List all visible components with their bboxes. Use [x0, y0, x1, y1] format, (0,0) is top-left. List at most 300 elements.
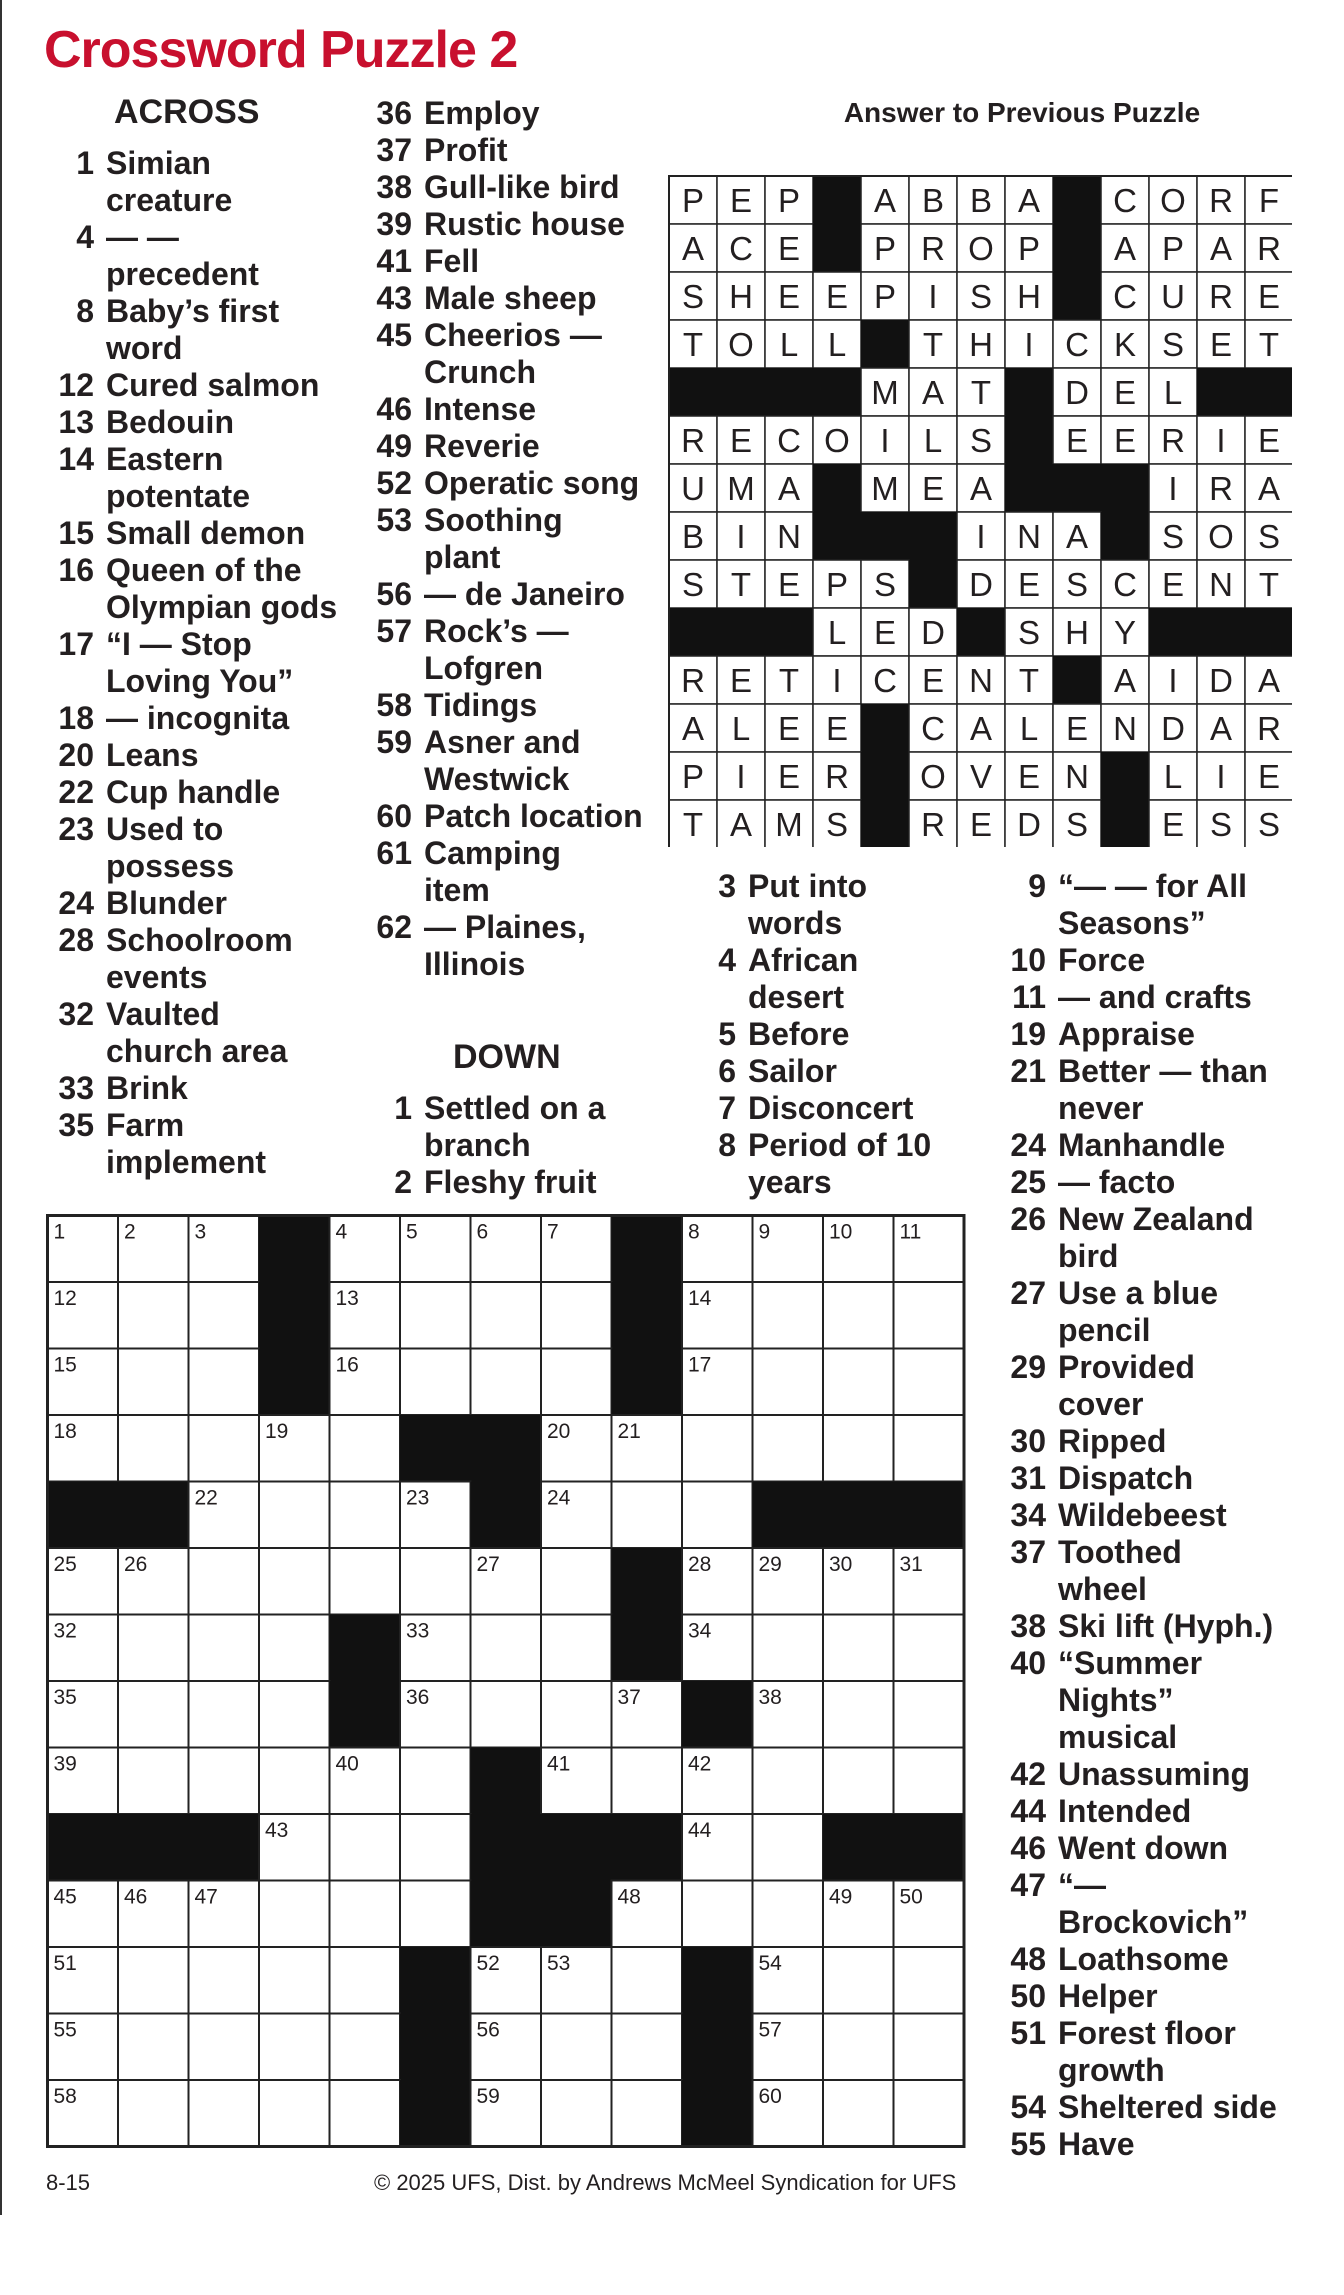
clue-number: 4 — [76, 219, 94, 255]
grid-cell[interactable] — [471, 1615, 542, 1682]
clue-line: Disconcert — [748, 1090, 914, 1126]
answer-letter: A — [969, 710, 993, 747]
clue-54-down — [990, 2089, 1330, 2126]
grid-cell[interactable] — [471, 1349, 542, 1416]
answer-letter: C — [729, 230, 753, 267]
clue-line: Baby’s first — [106, 293, 280, 329]
answer-letter: T — [922, 326, 944, 363]
grid-cell[interactable] — [118, 1681, 189, 1748]
clue-line: Nights” — [1058, 1682, 1174, 1718]
clue-line: Simian — [106, 145, 211, 181]
grid-cell[interactable] — [823, 1349, 894, 1416]
clue-11-down — [990, 979, 1330, 1016]
clue-text — [412, 613, 672, 687]
cell-number: 47 — [194, 1885, 218, 1909]
grid-cell[interactable] — [400, 1814, 471, 1881]
clue-41-across — [362, 243, 672, 280]
clue-62-across — [362, 909, 672, 983]
grid-cell[interactable] — [118, 2014, 189, 2081]
grid-cell[interactable] — [894, 1282, 965, 1349]
clue-line: Appraise — [1058, 1016, 1195, 1052]
clue-number: 9 — [1028, 868, 1046, 904]
answer-letter: E — [1113, 422, 1137, 459]
clue-line: African — [748, 942, 859, 978]
grid-cell[interactable] — [823, 1748, 894, 1815]
grid-cell[interactable] — [118, 1748, 189, 1815]
grid-cell[interactable] — [541, 1681, 612, 1748]
clue-text — [412, 391, 672, 428]
answer-letter: V — [969, 758, 993, 795]
clue-line: Sailor — [748, 1053, 837, 1089]
black-square — [894, 1814, 965, 1881]
answer-letter: S — [681, 566, 705, 603]
clue-text — [1046, 2126, 1330, 2163]
clue-line: — and crafts — [1058, 979, 1252, 1015]
answer-letter: P — [873, 278, 897, 315]
clue-8-across — [44, 293, 364, 367]
cell-number: 24 — [547, 1486, 571, 1510]
clue-line: Operatic song — [424, 465, 640, 501]
answer-letter: S — [1065, 806, 1089, 843]
answer-letter: B — [681, 518, 705, 555]
grid-cell[interactable] — [189, 2080, 260, 2147]
answer-letter: C — [777, 422, 801, 459]
clue-2-down — [362, 1164, 672, 1201]
grid-cell[interactable] — [823, 1947, 894, 2014]
grid-cell[interactable] — [541, 1615, 612, 1682]
clue-45-across — [362, 317, 672, 391]
answer-letter: R — [1209, 182, 1233, 219]
grid-cell[interactable] — [823, 2080, 894, 2147]
clue-text — [1046, 1756, 1330, 1793]
clue-line: — incognita — [106, 700, 290, 736]
answer-letter: T — [778, 662, 800, 699]
black-square — [259, 1216, 330, 1283]
clue-line: Helper — [1058, 1978, 1158, 2014]
clue-line: pencil — [1058, 1312, 1151, 1348]
clue-line: words — [748, 905, 843, 941]
copyright-notice: © 2025 UFS, Dist. by Andrews McMeel Syndication for UFS — [374, 2170, 957, 2195]
clue-line: Illinois — [424, 946, 526, 982]
clue-line: Lofgren — [424, 650, 544, 686]
clue-line: Male sheep — [424, 280, 597, 316]
black-square — [823, 1482, 894, 1549]
clue-text — [1046, 1941, 1330, 1978]
clue-line: plant — [424, 539, 501, 575]
grid-cell[interactable] — [259, 1615, 330, 1682]
clue-number: 24 — [58, 885, 94, 921]
clue-text — [736, 1090, 990, 1127]
clue-line: Went down — [1058, 1830, 1229, 1866]
grid-cell[interactable] — [894, 1947, 965, 2014]
clue-number: 42 — [1010, 1756, 1046, 1792]
black-square — [541, 1881, 612, 1948]
grid-cell[interactable] — [259, 1482, 330, 1549]
grid-cell[interactable] — [330, 1947, 401, 2014]
answer-letter: A — [1257, 470, 1281, 507]
cell-number: 36 — [406, 1686, 430, 1709]
answer-letter: D — [1209, 662, 1233, 699]
clue-text — [1046, 942, 1330, 979]
answer-letter: O — [920, 758, 946, 795]
grid-cell[interactable] — [541, 1349, 612, 1416]
clue-number: 39 — [376, 206, 412, 242]
clue-text — [736, 1016, 990, 1053]
grid-cell[interactable] — [118, 1349, 189, 1416]
clue-line: Intended — [1058, 1793, 1192, 1829]
answer-letter: E — [921, 662, 945, 699]
cell-number: 39 — [53, 1752, 77, 1776]
answer-letter: H — [729, 278, 753, 315]
clue-text — [412, 687, 672, 724]
black-square — [259, 1282, 330, 1349]
clue-line: Rustic house — [424, 206, 625, 242]
black-square — [330, 1615, 401, 1682]
answer-letter: P — [1161, 230, 1185, 267]
answer-letter: M — [727, 470, 755, 507]
grid-cell[interactable] — [823, 1282, 894, 1349]
answer-letter: R — [1209, 470, 1233, 507]
answer-black-square — [1053, 176, 1101, 224]
grid-cell[interactable] — [894, 1349, 965, 1416]
cell-number: 11 — [899, 1220, 922, 1244]
grid-cell[interactable] — [189, 1947, 260, 2014]
grid-cell[interactable] — [753, 1282, 824, 1349]
cell-number: 30 — [829, 1553, 853, 1576]
answer-letter: F — [1258, 182, 1280, 219]
answer-letter: E — [921, 470, 945, 507]
grid-cell[interactable] — [541, 2080, 612, 2147]
clue-52-across — [362, 465, 672, 502]
answer-letter: E — [1209, 326, 1233, 363]
cell-number: 56 — [476, 2018, 500, 2042]
answer-letter: A — [681, 710, 705, 747]
grid-cell[interactable] — [189, 1349, 260, 1416]
grid-cell[interactable] — [541, 1548, 612, 1615]
grid-cell[interactable] — [471, 1282, 542, 1349]
cell-number: 48 — [617, 1885, 641, 1909]
clue-number: 25 — [1010, 1164, 1046, 1200]
answer-letter: E — [729, 662, 753, 699]
clue-text — [1046, 2089, 1330, 2126]
answer-letter: S — [1209, 806, 1233, 843]
clue-number: 18 — [58, 700, 94, 736]
answer-letter: N — [1065, 758, 1089, 795]
left-border-rule — [0, 0, 2, 2215]
answer-letter: U — [1161, 278, 1185, 315]
answer-letter: B — [921, 182, 945, 219]
grid-cell[interactable] — [189, 1415, 260, 1482]
grid-cell[interactable] — [612, 1482, 683, 1549]
grid-cell[interactable] — [259, 1681, 330, 1748]
clue-27-down — [990, 1275, 1330, 1349]
clue-number: 27 — [1010, 1275, 1046, 1311]
answer-letter: E — [825, 278, 849, 315]
clue-number: 19 — [1010, 1016, 1046, 1052]
grid-cell[interactable] — [330, 1415, 401, 1482]
cell-number: 50 — [899, 1885, 923, 1909]
cell-number: 35 — [53, 1686, 77, 1709]
answer-letter: R — [681, 662, 705, 699]
grid-cell[interactable] — [753, 1814, 824, 1881]
cell-number: 13 — [335, 1287, 359, 1310]
clue-number: 59 — [376, 724, 412, 760]
clue-text — [94, 219, 364, 293]
grid-cell[interactable] — [612, 1947, 683, 2014]
grid-cell[interactable] — [612, 1748, 683, 1815]
grid-cell[interactable] — [753, 1881, 824, 1948]
clue-22-across — [44, 774, 364, 811]
grid-cell[interactable] — [400, 1881, 471, 1948]
black-square — [894, 1482, 965, 1549]
clue-49-across — [362, 428, 672, 465]
answer-letter: I — [1216, 422, 1226, 459]
grid-cell[interactable] — [612, 2080, 683, 2147]
answer-letter: E — [1257, 278, 1281, 315]
clue-number: 34 — [1010, 1497, 1046, 1533]
grid-cell[interactable] — [330, 1548, 401, 1615]
cell-number: 18 — [53, 1420, 77, 1443]
grid-cell[interactable] — [471, 1681, 542, 1748]
clue-line: Vaulted — [106, 996, 220, 1032]
black-square — [118, 1814, 189, 1881]
clue-line: Better — than — [1058, 1053, 1268, 1089]
answer-letter: U — [681, 470, 705, 507]
clue-line: Crunch — [424, 354, 536, 390]
answer-black-square — [813, 512, 861, 560]
grid-cell[interactable] — [189, 1282, 260, 1349]
clue-text — [736, 868, 990, 942]
grid-cell[interactable] — [330, 1482, 401, 1549]
answer-letter: T — [1258, 566, 1280, 603]
grid-cell[interactable] — [189, 2014, 260, 2081]
clue-50-down — [990, 1978, 1330, 2015]
grid-cell[interactable] — [189, 1548, 260, 1615]
clue-number: 17 — [58, 626, 94, 662]
grid-cell[interactable] — [894, 2080, 965, 2147]
grid-cell[interactable] — [118, 1415, 189, 1482]
clue-47-down — [990, 1867, 1330, 1941]
black-square — [400, 1947, 471, 2014]
clue-text — [94, 552, 364, 626]
black-square — [612, 1349, 683, 1416]
grid-cell[interactable] — [189, 1748, 260, 1815]
clue-number: 8 — [718, 1127, 736, 1163]
clue-number: 5 — [718, 1016, 736, 1052]
clue-line: — de Janeiro — [424, 576, 625, 612]
black-square — [682, 2014, 753, 2081]
black-square — [612, 1282, 683, 1349]
grid-cell[interactable] — [823, 1681, 894, 1748]
grid-cell[interactable] — [612, 2014, 683, 2081]
grid-cell[interactable] — [823, 1415, 894, 1482]
clue-number: 55 — [1010, 2126, 1046, 2162]
grid-cell[interactable] — [330, 1814, 401, 1881]
cell-number: 4 — [335, 1220, 348, 1244]
grid-cell[interactable] — [894, 2014, 965, 2081]
clue-text — [94, 367, 364, 404]
clue-line: Brockovich” — [1058, 1904, 1249, 1940]
cell-number: 5 — [406, 1220, 418, 1244]
grid-cell[interactable] — [823, 1615, 894, 1682]
grid-cell[interactable] — [400, 1748, 471, 1815]
grid-cell[interactable] — [330, 2014, 401, 2081]
answer-grid — [668, 175, 1292, 847]
clue-text — [412, 317, 672, 391]
clue-46-across — [362, 391, 672, 428]
black-square — [471, 1482, 542, 1549]
answer-letter: N — [1113, 710, 1137, 747]
grid-cell[interactable] — [330, 2080, 401, 2147]
clue-text — [94, 922, 364, 996]
grid-cell[interactable] — [118, 2080, 189, 2147]
clue-58-across — [362, 687, 672, 724]
grid-cell[interactable] — [682, 1482, 753, 1549]
grid-cell[interactable] — [330, 1881, 401, 1948]
black-square — [400, 2080, 471, 2147]
grid-cell[interactable] — [259, 1748, 330, 1815]
clue-text — [1046, 1164, 1330, 1201]
answer-letter: P — [681, 182, 705, 219]
clue-line: Cured salmon — [106, 367, 320, 403]
answer-black-square — [1245, 608, 1292, 656]
answer-letter: I — [976, 518, 986, 555]
clue-48-down — [990, 1941, 1330, 1978]
grid-cell[interactable] — [823, 2014, 894, 2081]
answer-black-square — [1005, 464, 1053, 512]
answer-letter: D — [1017, 806, 1041, 843]
answer-letter: A — [969, 470, 993, 507]
across-clues-column-2 — [362, 95, 672, 983]
grid-cell[interactable] — [682, 1881, 753, 1948]
answer-black-square — [1005, 416, 1053, 464]
clue-text — [1046, 979, 1330, 1016]
grid-cell[interactable] — [259, 1548, 330, 1615]
cell-number: 27 — [476, 1553, 500, 1576]
grid-cell[interactable] — [753, 1349, 824, 1416]
answer-letter: E — [1065, 422, 1089, 459]
cell-number: 25 — [53, 1553, 77, 1576]
clue-line: Olympian gods — [106, 589, 338, 625]
answer-letter: O — [1160, 182, 1186, 219]
answer-letter: R — [825, 758, 849, 795]
answer-letter: A — [1257, 662, 1281, 699]
grid-cell[interactable] — [894, 1615, 965, 1682]
across-clues-column-1 — [44, 145, 364, 1181]
answer-letter: H — [969, 326, 993, 363]
answer-letter: D — [1065, 374, 1089, 411]
clue-line: Forest floor — [1058, 2015, 1236, 2051]
answer-letter: P — [777, 182, 801, 219]
answer-letter: E — [777, 230, 801, 267]
clue-line: church area — [106, 1033, 288, 1069]
grid-cell[interactable] — [894, 1681, 965, 1748]
clue-35-across — [44, 1107, 364, 1181]
grid-cell[interactable] — [541, 2014, 612, 2081]
clue-number: 23 — [58, 811, 94, 847]
grid-cell[interactable] — [189, 1615, 260, 1682]
cell-number: 8 — [688, 1220, 700, 1244]
grid-cell[interactable] — [118, 1947, 189, 2014]
clue-line: Queen of the — [106, 552, 302, 588]
answer-letter: C — [1113, 566, 1137, 603]
answer-black-square — [1005, 368, 1053, 416]
answer-black-square — [1101, 512, 1149, 560]
grid-cell[interactable] — [259, 2014, 330, 2081]
answer-letter: T — [682, 806, 704, 843]
clue-59-across — [362, 724, 672, 798]
grid-cell[interactable] — [189, 1681, 260, 1748]
grid-cell[interactable] — [259, 2080, 330, 2147]
clue-line: Dispatch — [1058, 1460, 1194, 1496]
answer-letter: R — [1209, 278, 1233, 315]
answer-letter: I — [1216, 758, 1226, 795]
crossword-grid — [46, 1214, 974, 2164]
clue-line: Eastern — [106, 441, 224, 477]
grid-cell[interactable] — [259, 1947, 330, 2014]
cell-number: 46 — [124, 1885, 148, 1909]
answer-letter: T — [682, 326, 704, 363]
clue-number: 53 — [376, 502, 412, 538]
clue-line: Bedouin — [106, 404, 234, 440]
answer-letter: A — [873, 182, 897, 219]
grid-cell[interactable] — [400, 1548, 471, 1615]
grid-cell[interactable] — [753, 1615, 824, 1682]
clue-15-across — [44, 515, 364, 552]
clue-number: 60 — [376, 798, 412, 834]
grid-cell[interactable] — [753, 1415, 824, 1482]
grid-cell[interactable] — [400, 1282, 471, 1349]
clue-line: Seasons” — [1058, 905, 1206, 941]
answer-letter: N — [777, 518, 801, 555]
clue-number: 58 — [376, 687, 412, 723]
clue-24-across — [44, 885, 364, 922]
clue-line: Wildebeest — [1058, 1497, 1227, 1533]
clue-line: — — — [106, 219, 179, 255]
cell-number: 43 — [265, 1819, 289, 1842]
grid-cell[interactable] — [118, 1282, 189, 1349]
grid-cell[interactable] — [400, 1349, 471, 1416]
answer-letter: R — [1257, 230, 1281, 267]
grid-cell[interactable] — [894, 1415, 965, 1482]
black-square — [48, 1482, 119, 1549]
grid-cell[interactable] — [894, 1748, 965, 1815]
clue-13-across — [44, 404, 364, 441]
cell-number: 32 — [53, 1619, 77, 1643]
clue-line: Camping — [424, 835, 561, 871]
answer-letter: L — [827, 326, 847, 363]
grid-cell[interactable] — [541, 1282, 612, 1349]
grid-cell[interactable] — [682, 1415, 753, 1482]
clue-line: Fell — [424, 243, 480, 279]
clue-51-down — [990, 2015, 1330, 2089]
clue-line: Ski lift (Hyph.) — [1058, 1608, 1274, 1644]
answer-black-square — [813, 176, 861, 224]
answer-black-square — [717, 368, 765, 416]
answer-letter: B — [969, 182, 993, 219]
clue-line: Use a blue — [1058, 1275, 1219, 1311]
clue-1-across — [44, 145, 364, 219]
clue-number: 62 — [376, 909, 412, 945]
answer-black-square — [1101, 800, 1149, 847]
cell-number: 31 — [899, 1553, 923, 1576]
answer-black-square — [1053, 656, 1101, 704]
answer-letter: E — [1065, 710, 1089, 747]
page-title: Crossword Puzzle 2 — [44, 21, 518, 79]
grid-cell[interactable] — [753, 1748, 824, 1815]
grid-cell[interactable] — [118, 1615, 189, 1682]
grid-cell[interactable] — [259, 1881, 330, 1948]
